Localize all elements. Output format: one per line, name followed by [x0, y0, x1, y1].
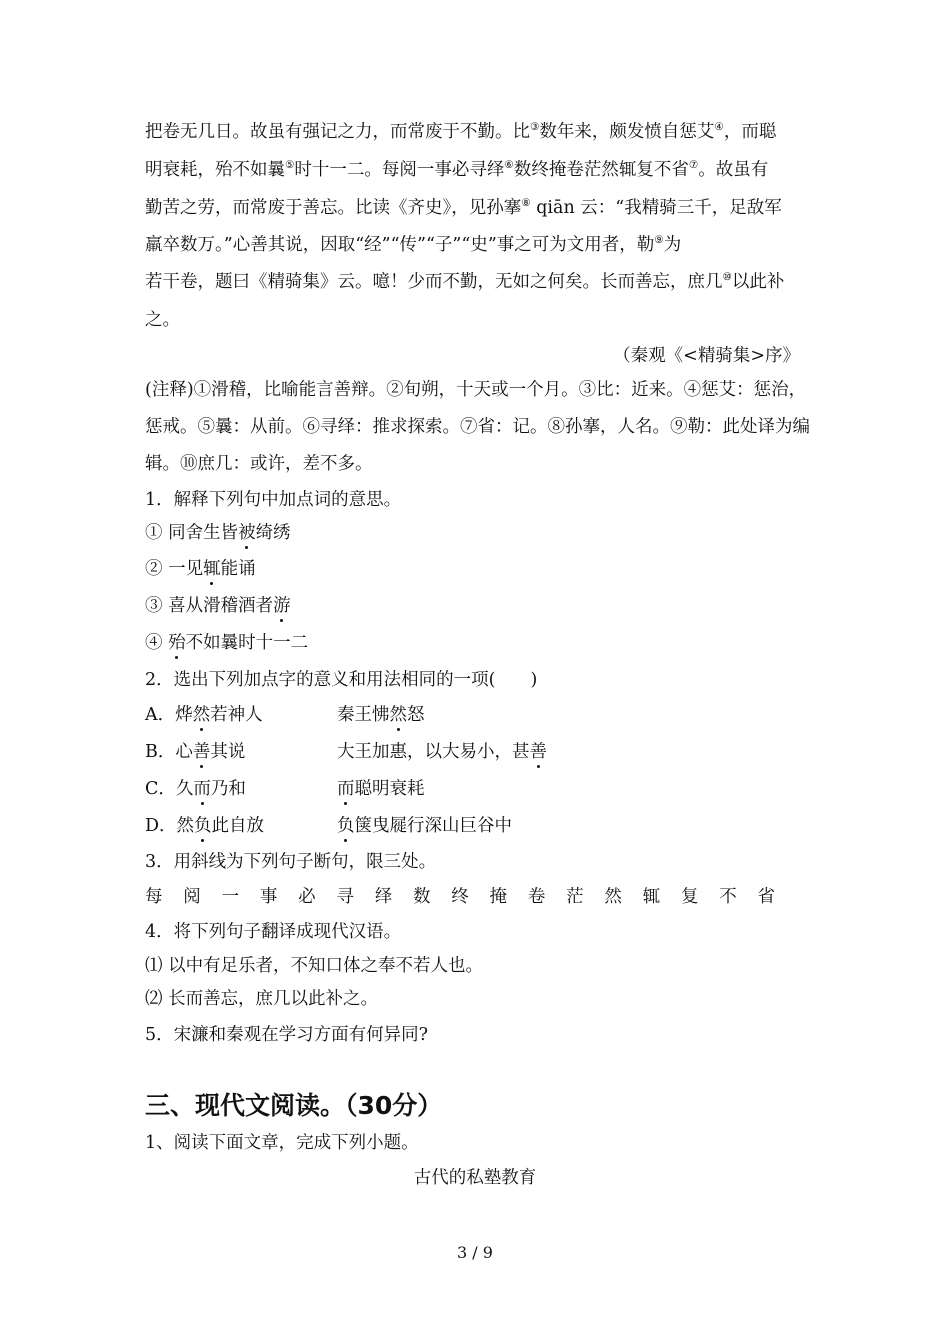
question-1-stem: 1．解释下列句中加点词的意思。	[145, 490, 402, 510]
section-heading: 三、现代文阅读。（30分）	[145, 1091, 443, 1120]
question-5-stem: 5．宋濂和秦观在学习方面有何异同?	[145, 1025, 429, 1045]
option-a-left: A．烨然若神人	[145, 705, 263, 725]
sentence-char: 数	[412, 887, 431, 907]
sentence-char: 一	[221, 887, 240, 907]
sentence-char: 掩	[489, 887, 508, 907]
passage-line-2: 明衰耗，殆不如曩⑤时十一二。每阅一事必寻绎⑥数终掩卷茫然辄复不省⑦。故虽有	[145, 159, 769, 180]
sentence-char: 终	[451, 887, 469, 907]
sentence-char: 复	[680, 887, 699, 907]
sentence-char: 辄	[642, 887, 661, 907]
dotted-char: 而	[193, 779, 211, 799]
sentence-char: 不	[719, 887, 737, 907]
option-d-left: D．然负此自放	[145, 816, 265, 836]
question-1-item-4: ④ 殆不如曩时十一二	[145, 633, 309, 653]
sentence-char: 每	[145, 887, 163, 907]
passage-source: （秦观《<精骑集>序》	[613, 346, 800, 366]
dotted-char: 而	[337, 779, 355, 799]
question-4-sentence-1: ⑴ 以中有足乐者，不知口体之奉不若人也。	[145, 956, 484, 976]
option-a-right: 秦王怫然怒	[337, 705, 425, 725]
page-number: 3 / 9	[457, 1243, 493, 1262]
sentence-char: 必	[298, 887, 316, 907]
question-4-stem: 4．将下列句子翻译成现代汉语。	[145, 922, 402, 942]
question-1-item-1: ① 同舍生皆被绮绣	[145, 523, 291, 543]
dotted-char: 被	[238, 523, 256, 543]
question-1-item-2: ② 一见辄能诵	[145, 559, 256, 579]
sentence-char: 卷	[527, 887, 546, 907]
notes-line-1: (注释)①滑稽，比喻能言善辩。②旬朔，十天或一个月。③比：近来。④惩艾：惩治，	[145, 380, 807, 400]
option-b-left: B．心善其说	[145, 742, 246, 762]
dotted-char: 负	[337, 816, 355, 836]
sentence-char: 寻	[336, 887, 354, 907]
dotted-char: 然	[192, 705, 211, 725]
option-c-right: 而聪明衰耗	[337, 779, 425, 799]
option-c-left: C．久而乃和	[145, 779, 246, 799]
option-b-right: 大王加惠，以大易小，甚善	[337, 742, 547, 762]
sentence-char: 阅	[183, 887, 201, 907]
sentence-char: 然	[604, 887, 622, 907]
passage-line-3: 勤苦之劳，而常废于善忘。比读《齐史》，见孙搴⑧ qiān 云：“我精骑三千，足敌军	[145, 197, 782, 218]
question-1-item-3: ③ 喜从滑稽酒者游	[145, 596, 291, 616]
sentence-char: 绎	[374, 887, 393, 907]
dotted-char: 辄	[203, 559, 221, 579]
sentence-char: 省	[757, 887, 775, 907]
dotted-char: 游	[273, 596, 291, 616]
passage-line-4: 羸卒数万。”心善其说，因取“经”“传”“子”“史”事之可为文用者，勒⑨为	[145, 234, 682, 255]
question-2-stem: 2．选出下列加点字的意义和用法相同的一项( )	[145, 670, 538, 690]
notes-line-3: 辑。⑩庶几：或许，差不多。	[145, 454, 373, 474]
article-title: 古代的私塾教育	[413, 1168, 537, 1188]
passage-line-6: 之。	[145, 310, 180, 330]
passage-line-1: 把卷无几日。故虽有强记之力，而常废于不勤。比③数年来，颇发愤自惩艾④，而聪	[145, 121, 777, 142]
passage-line-5: 若干卷，题曰《精骑集》云。噫！少而不勤，无如之何矣。长而善忘，庶几⑩以此补	[145, 271, 785, 292]
dotted-char: 负	[194, 816, 212, 836]
question-3-stem: 3．用斜线为下列句子断句，限三处。	[145, 852, 437, 872]
sentence-char: 茫	[566, 887, 584, 907]
dotted-char: 殆	[168, 633, 186, 653]
dotted-char: 善	[529, 742, 547, 762]
dotted-char: 善	[192, 742, 211, 762]
option-d-right: 负箧曳屣行深山巨谷中	[337, 816, 512, 836]
dotted-char: 然	[389, 705, 407, 725]
notes-line-2: 惩戒。⑤曩：从前。⑥寻绎：推求探索。⑦省：记。⑧孙搴，人名。⑨勒：此处译为编	[145, 417, 810, 437]
section-intro: 1、阅读下面文章，完成下列小题。	[145, 1133, 419, 1153]
question-3-sentence	[145, 885, 775, 909]
sentence-char: 事	[259, 887, 278, 907]
question-4-sentence-2: ⑵ 长而善忘，庶几以此补之。	[145, 989, 379, 1009]
